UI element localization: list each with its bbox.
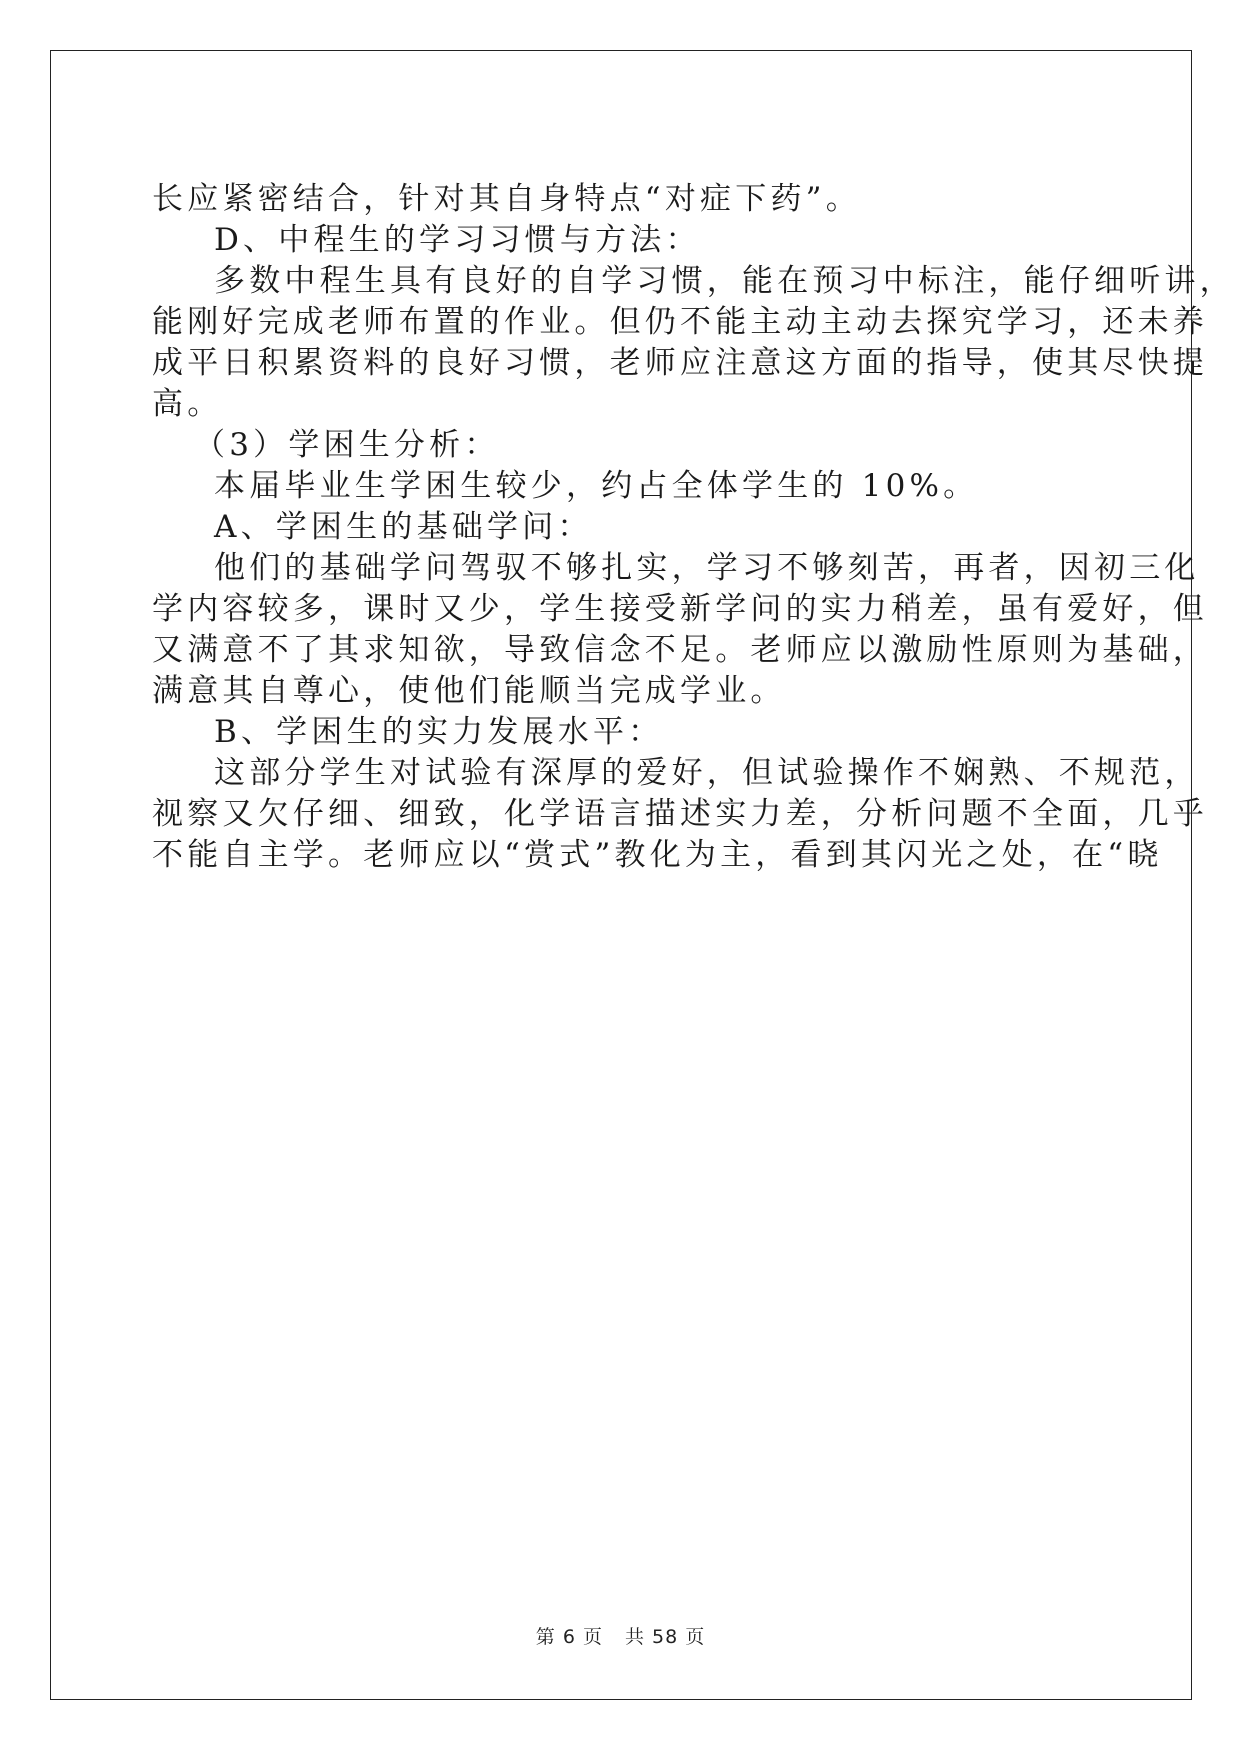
paragraph-line: 高。 [152,386,223,422]
section-heading: B、学困生的实力发展水平： [214,714,664,750]
page-number: 第 6 页 [535,1626,603,1648]
paragraph-line: 能刚好完成老师布置的作业。但仍不能主动主动去探究学习，还未养 [152,304,1208,340]
paragraph-line: 多数中程生具有良好的自学习惯，能在预习中标注，能仔细听讲， [214,263,1235,299]
section-heading: （3）学困生分析： [194,427,500,463]
paragraph-line: 成平日积累资料的良好习惯，老师应注意这方面的指导，使其尽快提 [152,345,1208,381]
document-body [152,158,1235,896]
section-heading: A、学困生的基础学问： [214,509,593,545]
paragraph-line: 学内容较多，课时又少，学生接受新学问的实力稍差，虽有爱好，但 [152,591,1208,627]
paragraph-line: 视察又欠仔细、细致，化学语言描述实力差，分析问题不全面，几乎 [152,796,1208,832]
paragraph-line: 这部分学生对试验有深厚的爱好，但试验操作不娴熟、不规范， [214,755,1200,791]
paragraph-line: 不能自主学。老师应以“赏式”教化为主，看到其闪光之处，在“晓 [152,837,1163,873]
paragraph-line: 他们的基础学问驾驭不够扎实，学习不够刻苦，再者，因初三化 [214,550,1200,586]
section-heading: D、中程生的学习习惯与方法： [214,222,701,258]
page-footer [0,1622,1241,1649]
paragraph-line: 长应紧密结合，针对其自身特点“对症下药”。 [152,181,861,217]
paragraph-line: 本届毕业生学困生较少，约占全体学生的 10%。 [214,468,979,504]
paragraph-line: 又满意不了其求知欲，导致信念不足。老师应以激励性原则为基础， [152,632,1208,668]
paragraph-line: 满意其自尊心，使他们能顺当完成学业。 [152,673,786,709]
page-total: 共 58 页 [624,1626,706,1648]
